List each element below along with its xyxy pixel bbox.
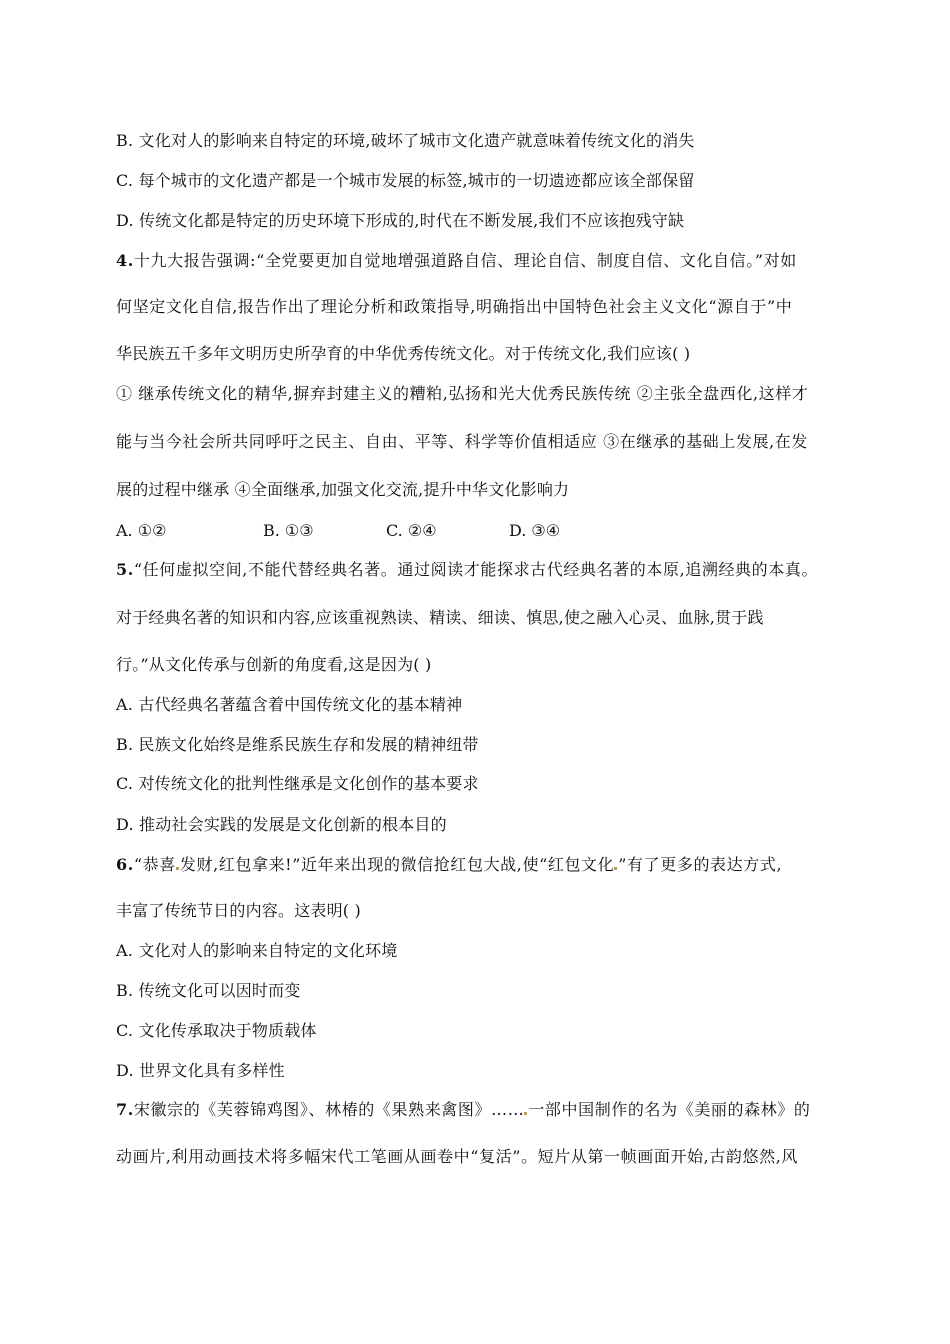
- q5-stem-text-1: “任何虚拟空间,不能代替经典名著。通过阅读才能探求古代经典名著的本原,追溯经典的本真。: [133, 560, 819, 579]
- q4-option-b: B. ①③: [263, 521, 314, 540]
- edit-mark-dot: [524, 1112, 527, 1115]
- q3-option-c: C. 每个城市的文化遗产都是一个城市发展的标签,城市的一切遗迹都应该全部保留: [116, 171, 695, 190]
- q5-option-b: B. 民族文化始终是维系民族生存和发展的精神纽带: [116, 735, 479, 754]
- q7-stem-line-1: [116, 1100, 811, 1120]
- edit-mark-dot: [176, 867, 179, 870]
- q6-stem-line-2: 丰富了传统节日的内容。这表明( ): [116, 901, 361, 920]
- q4-statement-line-3: 展的过程中继承 ④全面继承,加强文化交流,提升中华文化影响力: [116, 480, 570, 499]
- q6-stem-part-1: “恭喜: [133, 855, 176, 874]
- q6-option-c: C. 文化传承取决于物质载体: [116, 1021, 317, 1040]
- q7-stem-line-2: 动画片,利用动画技术将多幅宋代工笔画从画卷中“复活”。短片从第一帧画面开始,古韵悠然,风: [116, 1147, 799, 1166]
- q4-stem-line-2: 何坚定文化自信,报告作出了理论分析和政策指导,明确指出中国特色社会主义文化“源自于”中: [116, 297, 793, 316]
- q4-option-a: A. ①②: [116, 521, 167, 540]
- q5-option-c: C. 对传统文化的批判性继承是文化创作的基本要求: [116, 774, 479, 793]
- q4-statement-line-2: 能与当今社会所共同呼吁之民主、自由、平等、科学等价值相适应 ③在继承的基础上发展,在发: [116, 432, 808, 451]
- q5-stem-line-3: 行。”从文化传承与创新的角度看,这是因为( ): [116, 655, 432, 674]
- q5-stem-line-2: 对于经典名著的知识和内容,应该重视熟读、精读、细读、慎思,使之融入心灵、血脉,贯于践: [116, 608, 764, 627]
- q4-stem-line-1: [116, 251, 797, 271]
- q5-number: 5.: [116, 560, 134, 579]
- q5-option-d: D. 推动社会实践的发展是文化创新的根本目的: [116, 815, 447, 834]
- q6-option-b: B. 传统文化可以因时而变: [116, 981, 301, 1000]
- q6-stem-part-2: 发财,红包拿来!”近年来出现的微信抢红包大战,使“红包文化: [179, 855, 615, 874]
- q4-option-c: C. ②④: [386, 521, 437, 540]
- q4-stem-text-1: 十九大报告强调:“全党要更加自觉地增强道路自信、理论自信、制度自信、文化自信。”对如: [133, 251, 797, 270]
- q3-option-d: D. 传统文化都是特定的历史环境下形成的,时代在不断发展,我们不应该抱残守缺: [116, 211, 685, 230]
- q7-number: 7.: [116, 1100, 134, 1119]
- edit-mark-dot: [614, 867, 617, 870]
- q4-statement-line-1: ① 继承传统文化的精华,摒弃封建主义的糟粕,弘扬和光大优秀民族传统 ②主张全盘西化,这样才: [116, 384, 809, 403]
- q7-stem-part-1: 宋徽宗的《芙蓉锦鸡图》、林椿的《果熟来禽图》……: [133, 1100, 525, 1119]
- q4-option-d: D. ③④: [509, 521, 561, 540]
- q5-option-a: A. 古代经典名著蕴含着中国传统文化的基本精神: [116, 695, 463, 714]
- q6-option-a: A. 文化对人的影响来自特定的文化环境: [116, 941, 398, 960]
- q6-stem-part-3: ”有了更多的表达方式,: [618, 855, 783, 874]
- q3-option-b: B. 文化对人的影响来自特定的环境,破坏了城市文化遗产就意味着传统文化的消失: [116, 131, 695, 150]
- q6-number: 6.: [116, 855, 134, 874]
- q7-stem-part-2: 一部中国制作的名为《美丽的森林》的: [528, 1100, 811, 1119]
- q6-option-d: D. 世界文化具有多样性: [116, 1061, 285, 1080]
- q5-stem-line-1: [116, 560, 818, 580]
- q4-number: 4.: [116, 251, 134, 270]
- q4-stem-line-3: 华民族五千多年文明历史所孕育的中华优秀传统文化。对于传统文化,我们应该( ): [116, 344, 691, 363]
- q6-stem-line-1: [116, 855, 782, 875]
